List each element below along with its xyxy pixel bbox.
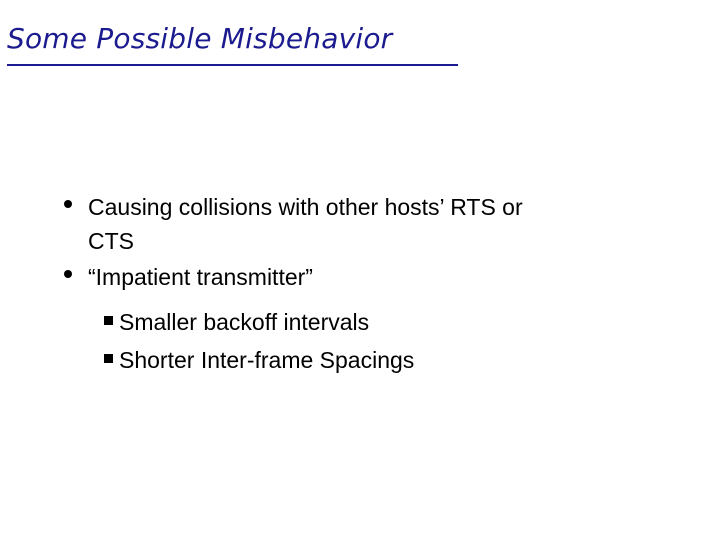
bullet-icon xyxy=(64,270,72,278)
bullet-1-line-1: Causing collisions with other hosts’ RTS or xyxy=(88,194,523,220)
bullet-icon xyxy=(64,200,72,208)
slide-title: Some Possible Misbehavior xyxy=(7,22,393,55)
square-bullet-icon xyxy=(104,354,113,363)
bullet-2-text: “Impatient transmitter” xyxy=(88,264,313,290)
sub-bullet-2-text: Shorter Inter-frame Spacings xyxy=(119,347,415,373)
bullet-1-line-2: CTS xyxy=(88,228,134,254)
sub-bullet-1-text: Smaller backoff intervals xyxy=(119,309,370,335)
square-bullet-icon xyxy=(104,316,113,325)
